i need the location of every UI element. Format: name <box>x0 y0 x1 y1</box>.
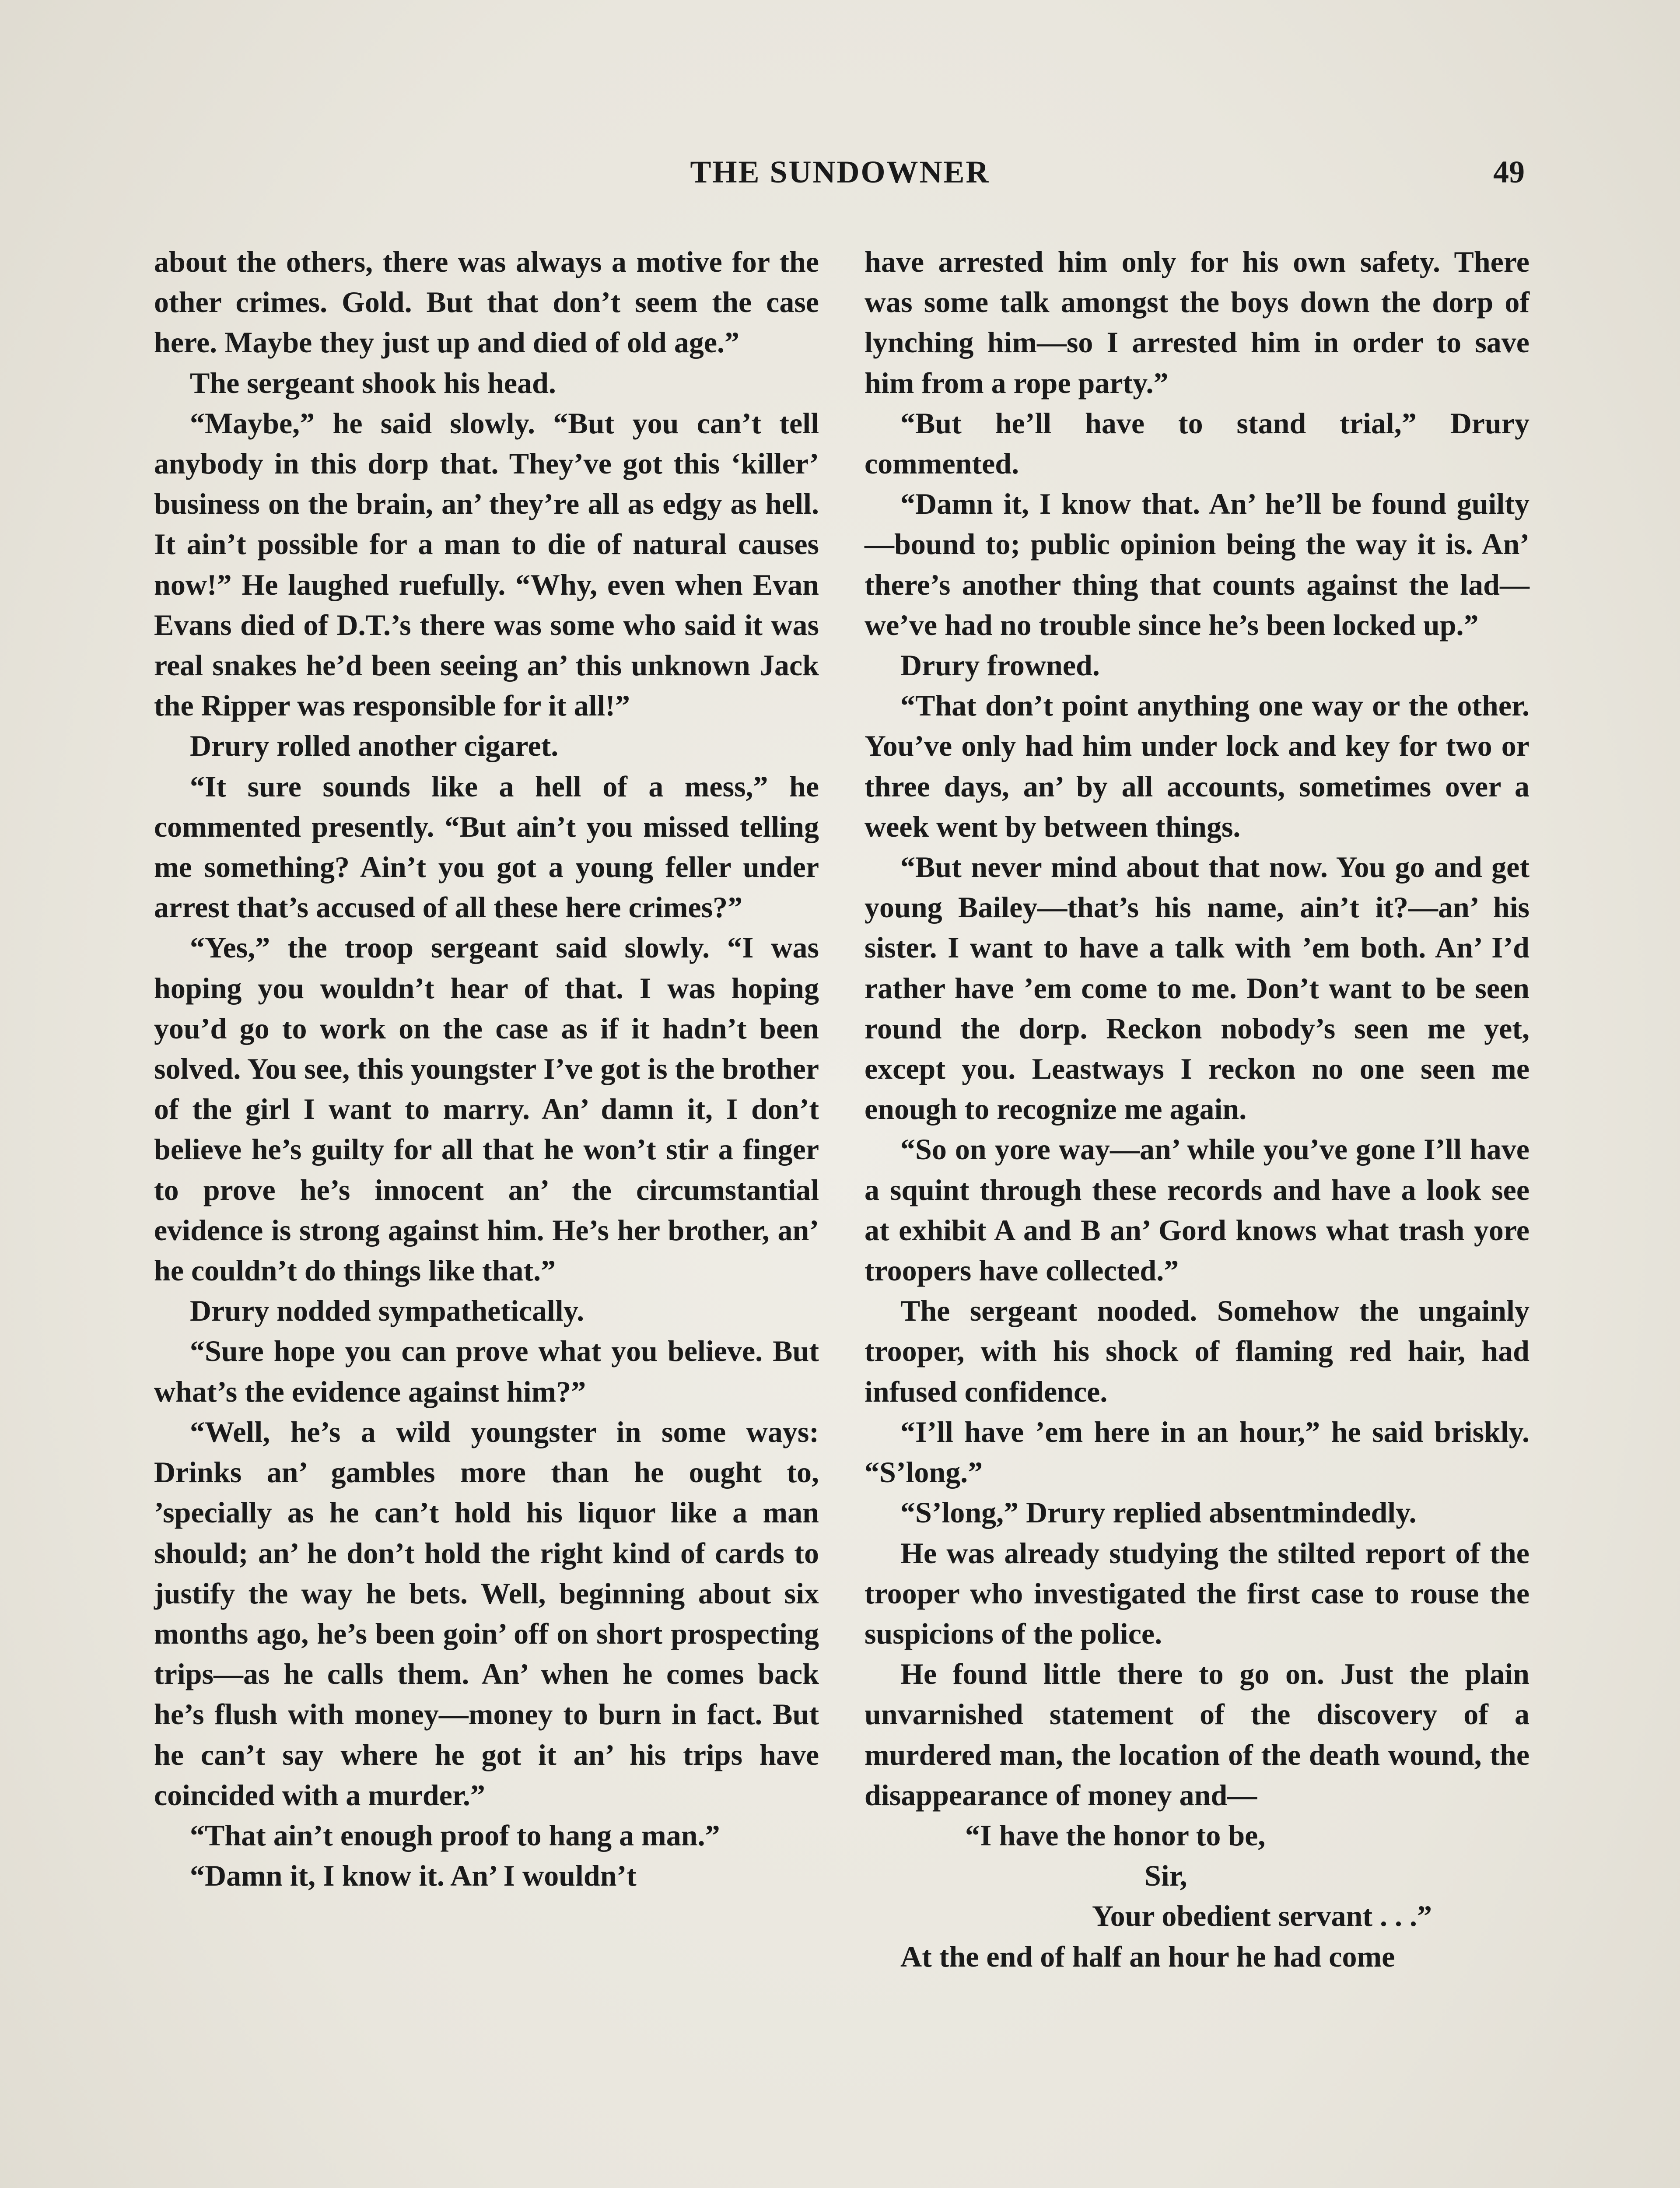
paragraph: “Damn it, I know it. An’ I wouldn’t <box>190 1859 637 1893</box>
letter-salutation: Sir, <box>1144 1859 1187 1893</box>
paragraph: At the end of half an hour he had come <box>900 1939 1395 1973</box>
paragraph: He was already studying the stilted report of the trooper who investigated the first case to rouse the suspicions of the police. <box>864 1536 1530 1650</box>
paragraph: “That don’t point anything one way or the other. You’ve only had him under lock and key for two or three days, an’ by all accounts, sometimes over a week went by between things. <box>864 689 1530 843</box>
paragraph: He found little there to go on. Just the plain unvarnished statement of the discovery of a murdered man, the location of the death wound, the disappearance of money and— <box>864 1657 1530 1812</box>
paragraph: “Well, he’s a wild youngster in some ways: Drinks an’ gambles more than he ought to, ’specially as he can’t hold his liquor like a man should; an’ he don’t hold the right kind of cards to justify the way he bets. Well, beginning about six months ago, he’s been goin’ off on short prospecting trips—as he calls them. An’ when he comes back he’s flush with money—money to burn in fact. But he can’t say where he got it an’ his trips have coincided with a murder.” <box>154 1415 819 1812</box>
paragraph: “I’ll have ’em here in an hour,” he said briskly. “S’long.” <box>864 1415 1530 1489</box>
page-number: 49 <box>1493 154 1525 189</box>
paragraph: The sergeant nooded. Somehow the ungainly trooper, with his shock of flaming red hair, had infused confidence. <box>864 1294 1530 1408</box>
letter-closing: “I have the honor to be, <box>965 1818 1266 1852</box>
running-title: THE SUNDOWNER <box>690 154 990 189</box>
paragraph: Drury frowned. <box>900 649 1100 682</box>
right-column <box>864 242 1530 1977</box>
paragraph: Drury rolled another cigaret. <box>190 729 559 763</box>
paragraph: have arrested him only for his own safety. There was some talk amongst the boys down the dorp of lynching him—so I arrested him in order to save him from a rope party.” <box>864 245 1530 400</box>
paragraph: “But never mind about that now. You go and get young Bailey—that’s his name, ain’t it?—an’ his sister. I want to have a talk with ’em both. An’ I’d rather have ’em come to me. Don’t want to be seen round the dorp. Reckon nobody’s seen me yet, except you. Leastways I reckon no one seen me enough to recognize me again. <box>864 850 1530 1126</box>
paragraph: “Yes,” the troop sergeant said slowly. “I was hoping you wouldn’t hear of that. I was hoping you’d go to work on the case as if it hadn’t been solved. You see, this youngster I’ve got is the brother of the girl I want to marry. An’ damn it, I don’t believe he’s guilty for all that he won’t stir a finger to prove he’s innocent an’ the circumstantial evidence is strong against him. He’s her brother, an’ he couldn’t do things like that.” <box>154 931 819 1287</box>
paragraph: “Damn it, I know that. An’ he’ll be found guilty—bound to; public opinion being the way it is. An’ there’s another thing that counts against the lad—we’ve had no trouble since he’s been locked up.” <box>864 487 1530 642</box>
page-header <box>155 154 1525 198</box>
letter-signature: Your obedient servant . . .” <box>1092 1899 1432 1933</box>
left-column <box>154 242 819 1896</box>
paragraph: “Maybe,” he said slowly. “But you can’t tell anybody in this dorp that. They’ve got this ‘killer’ business on the brain, an’ they’re all as edgy as hell. It ain’t possible for a man to die of natural causes now!” He laughed ruefully. “Why, even when Evan Evans died of D.T.’s there was some who said it was real snakes he’d been seeing an’ this unknown Jack the Ripper was responsible for it all!” <box>154 406 819 722</box>
paragraph: about the others, there was always a motive for the other crimes. Gold. But that don’t seem the case here. Maybe they just up and died of old age.” <box>154 245 819 359</box>
paragraph: “So on yore way—an’ while you’ve gone I’ll have a squint through these records and have a look see at exhibit A and B an’ Gord knows what trash yore troopers have collected.” <box>864 1133 1530 1287</box>
paragraph: “That ain’t enough proof to hang a man.” <box>190 1818 720 1852</box>
paragraph: “It sure sounds like a hell of a mess,” he commented presently. “But ain’t you missed telling me something? Ain’t you got a young feller under arrest that’s accused of all these here crimes?” <box>154 769 819 924</box>
paragraph: “Sure hope you can prove what you believe. But what’s the evidence against him?” <box>154 1334 819 1408</box>
paragraph: “S’long,” Drury replied absentmindedly. <box>900 1496 1417 1529</box>
paragraph: Drury nodded sympathetically. <box>190 1294 584 1328</box>
paragraph: “But he’ll have to stand trial,” Drury commented. <box>864 406 1530 480</box>
paragraph: The sergeant shook his head. <box>190 366 556 400</box>
